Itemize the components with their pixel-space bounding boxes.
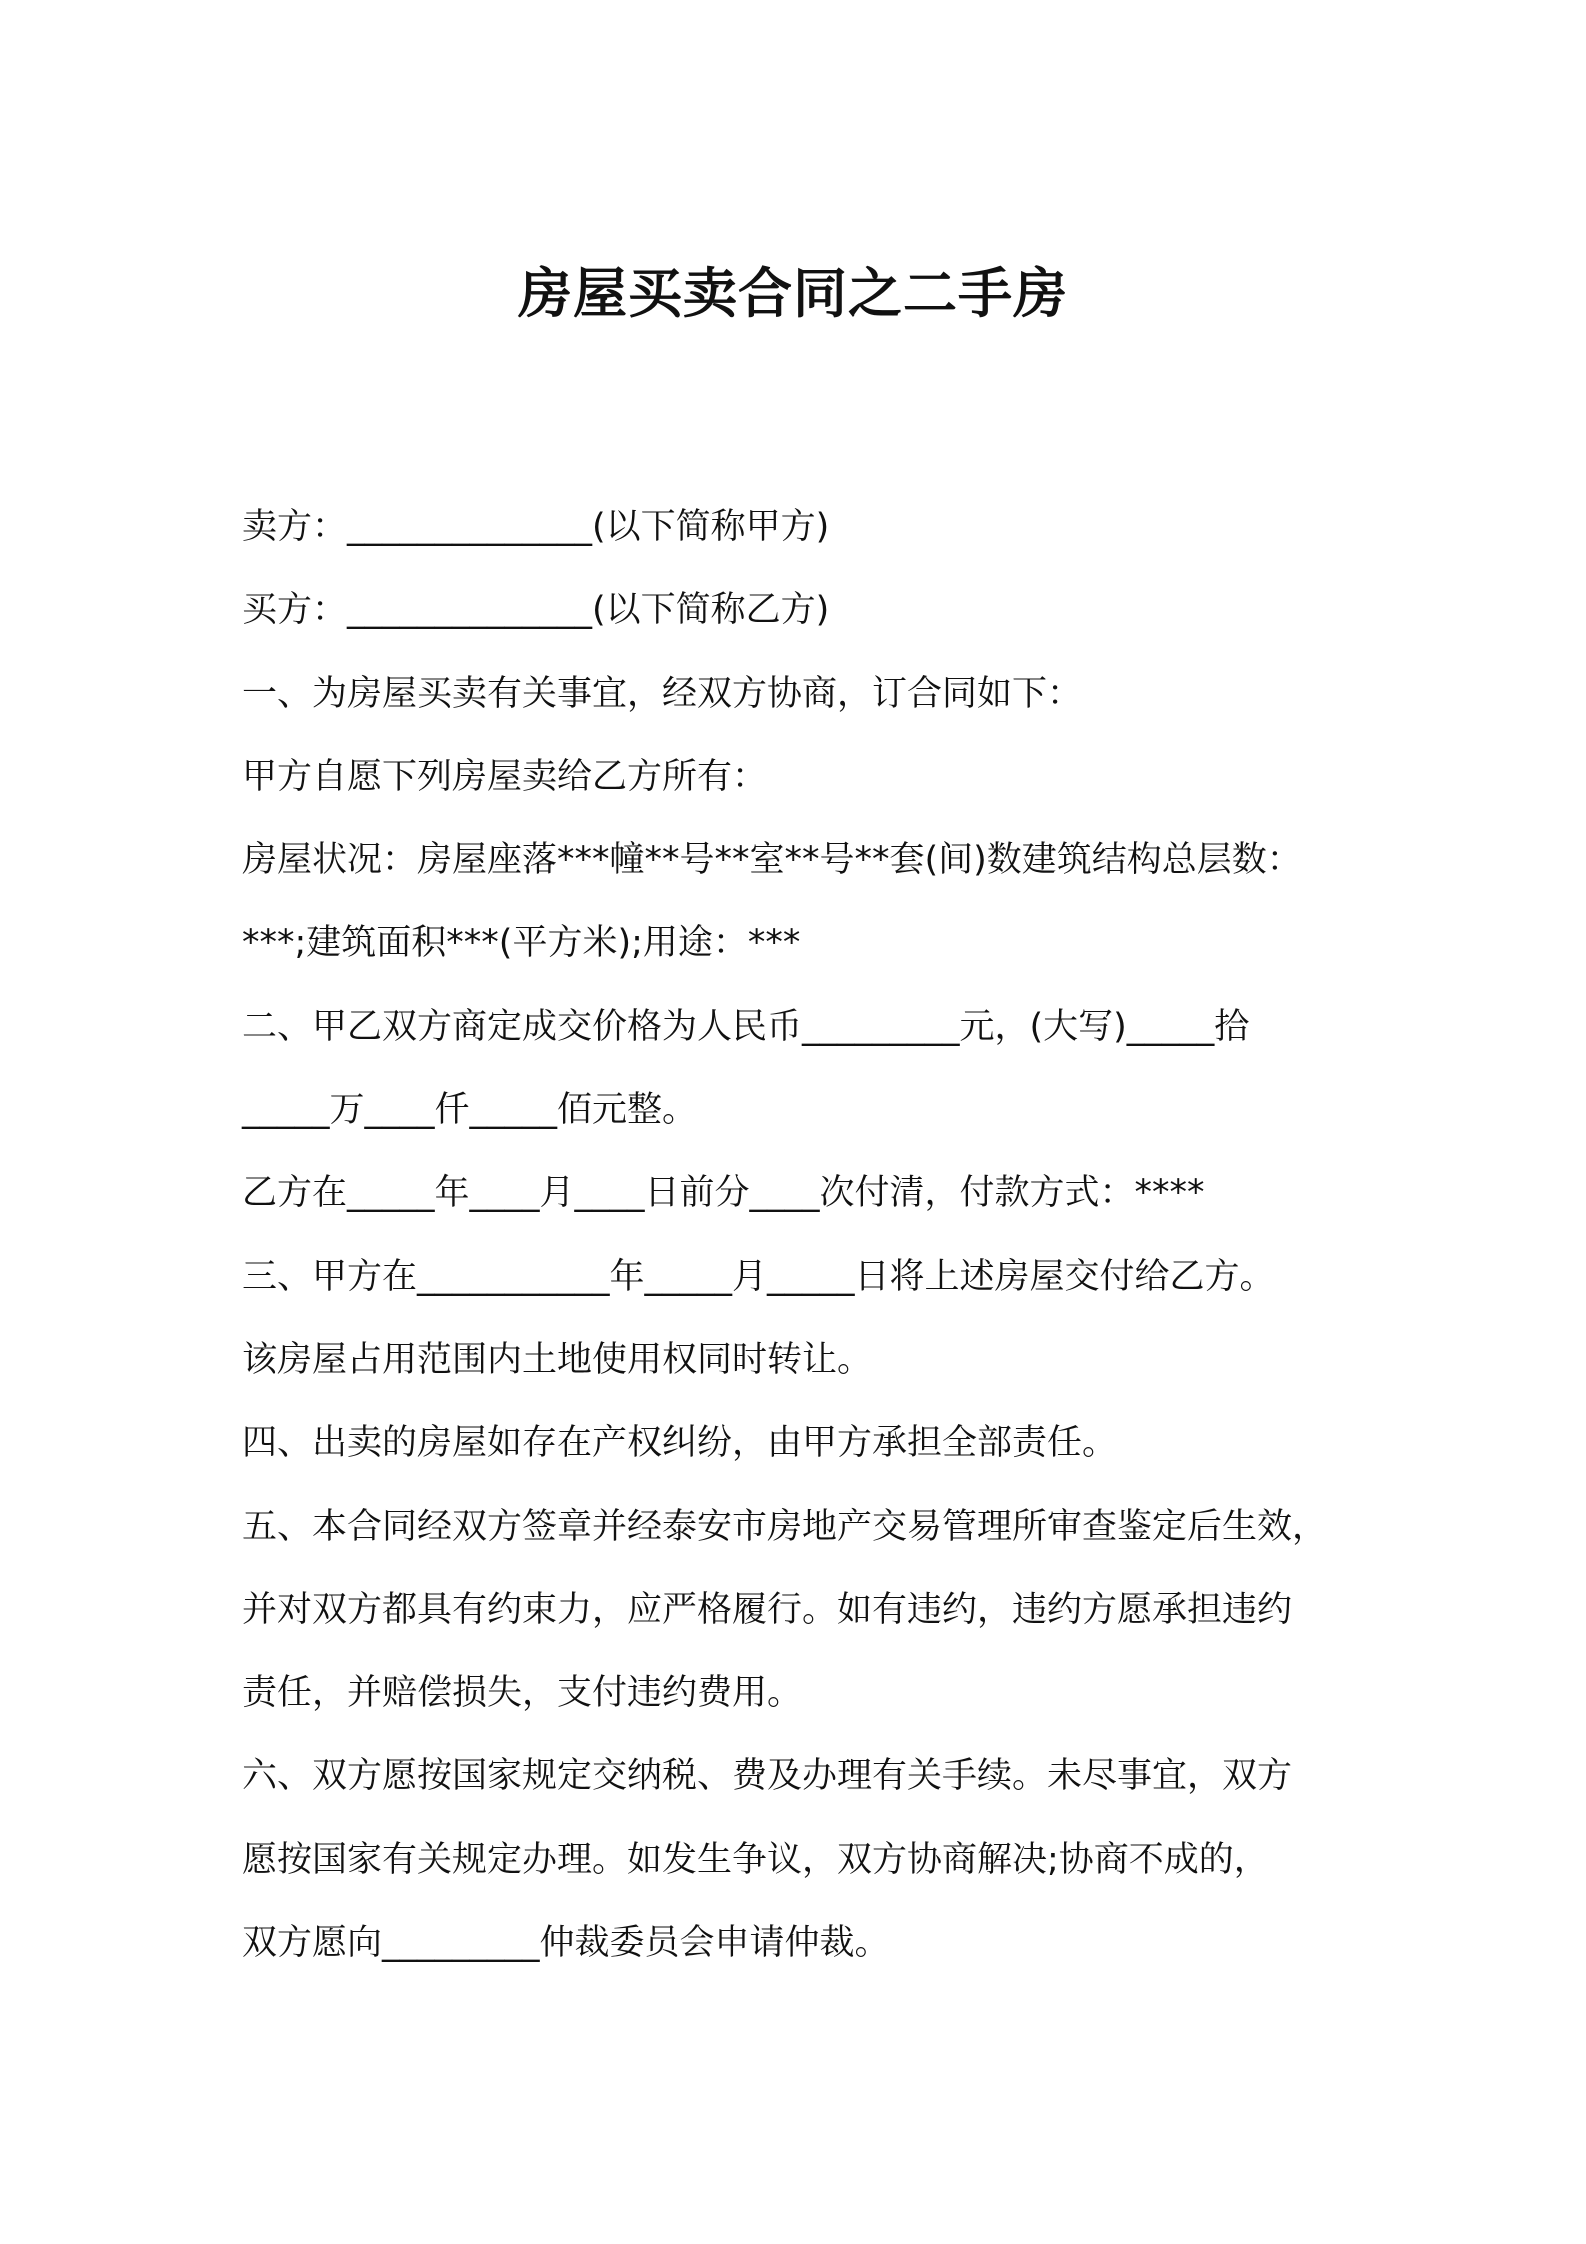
clause-6-arbitration-line: 双方愿向_________仲裁委员会申请仲裁。 — [242, 1923, 890, 1964]
clause-1-intro: 一、为房屋买卖有关事宜，经双方协商，订合同如下： — [242, 673, 1083, 714]
clause-5-liability-line: 责任，并赔偿损失，支付违约费用。 — [242, 1673, 803, 1714]
clause-4-dispute-line: 四、出卖的房屋如存在产权纠纷，由甲方承担全部责任。 — [242, 1423, 1118, 1464]
clause-2-price-line: 二、甲乙双方商定成交价格为人民币_________元，(大写)_____拾 — [242, 1006, 1250, 1047]
clause-5-binding-line: 并对双方都具有约束力，应严格履行。如有违约，违约方愿承担违约 — [242, 1589, 1293, 1630]
property-status-line: 房屋状况：房屋座落***幢**号**室**号**套(间)数建筑结构总层数： — [242, 840, 1302, 881]
property-area-use-line: ***;建筑面积***(平方米);用途：*** — [242, 923, 801, 964]
clause-6-taxes-line: 六、双方愿按国家规定交纳税、费及办理有关手续。未尽事宜，双方 — [242, 1756, 1293, 1797]
payment-schedule-line: 乙方在_____年____月____日前分____次付清，付款方式：**** — [242, 1173, 1205, 1214]
contract-body — [242, 486, 1402, 1985]
document-title: 房屋买卖合同之二手房 — [518, 262, 1068, 325]
clause-2-price-uppercase-line: _____万____仟_____佰元整。 — [242, 1090, 698, 1131]
clause-1-sale-statement: 甲方自愿下列房屋卖给乙方所有： — [242, 756, 768, 797]
seller-line: 卖方：______________(以下简称甲方) — [242, 507, 830, 547]
clause-3-delivery-line: 三、甲方在___________年_____月_____日将上述房屋交付给乙方。 — [242, 1256, 1275, 1297]
buyer-line: 买方：______________(以下简称乙方) — [242, 590, 830, 631]
clause-6-regulations-line: 愿按国家有关规定办理。如发生争议，双方协商解决;协商不成的， — [242, 1839, 1269, 1880]
clause-5-effect-line: 五、本合同经双方签章并经泰安市房地产交易管理所审查鉴定后生效， — [242, 1506, 1328, 1547]
land-use-transfer-line: 该房屋占用范围内土地使用权同时转让。 — [242, 1339, 873, 1380]
